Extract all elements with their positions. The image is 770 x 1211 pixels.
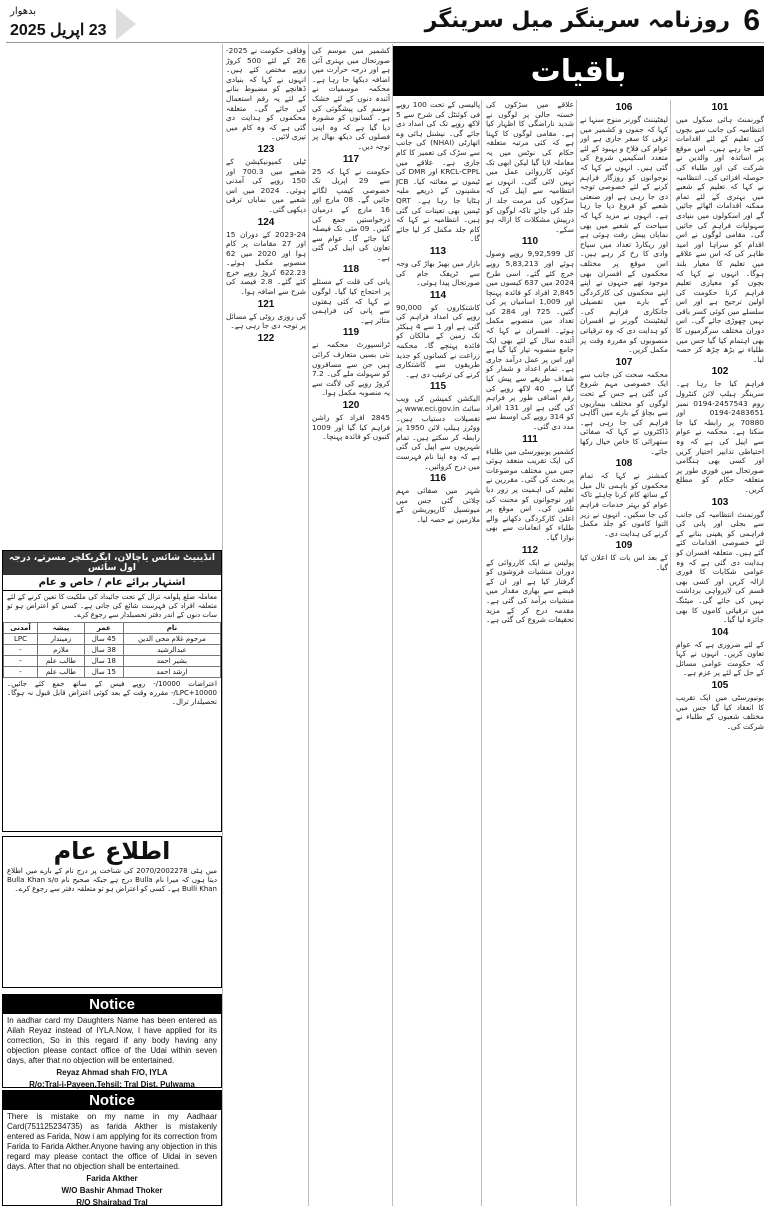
table-header: عمر [84,623,123,634]
notice-address: R/o:Tral-i-Payeen.Tehsil: Tral Dist. Pulwama [29,1080,195,1089]
table-cell: بشیر احمد [123,656,220,667]
table-cell: 45 سال [84,634,123,645]
article-text: 2023-24 کے دوران 15 اور 27 مقامات پر کام ہوا اور 2020 میں 62 منصوبے مکمل ہوئے۔ 622.23 کروڑ روپے خرچ کئے گئے۔ 2.8 فیصد کی شرح سے اضافہ ہوا۔ [226,229,306,297]
table-header: نام [123,623,220,634]
column-divider [670,100,671,1206]
notice-title: Notice [3,995,221,1014]
article-text: بازار میں بھیڑ بھاڑ کی وجہ سے ٹریفک جام کی صورتحال پیدا ہوئی۔ [396,258,480,288]
table-cell: - [4,667,38,678]
article-text: کل 9,92,599 روپے وصول ہوئے اور 5,83,213 روپے خرچ کئے گئے۔ اسی طرح 2024 میں 637 کیسوں میں 2,845 افراد کو فائدہ پہنچا اور 1,009 اسامیاں پر کی گئیں۔ 725 اور 284 کی تعداد میں منصوبے مکمل ہوئے۔ افسران نے کہا کہ آئندہ سال کے لئے بھی ایک جامع منصوبہ تیار کیا گیا ہے اور اس پر عمل درآمد جاری ہے۔ تمام اعداد و شمار کو شفاف طریقے سے پیش کیا گیا ہے۔ 40 لاکھ روپے کی رقم اضافی طور پر فراہم کی گئی ہے اور 131 افراد کو 314 روپے کی اوسط سے مدد دی گئی۔ [486,249,574,431]
article-text: کاشتکاروں کو 90,000 روپے کی امداد فراہم کی گئی ہے اور 1 سے 4 ہیکٹر تک زمین کے مالکان کو فائدہ پہنچے گا۔ محکمہ زراعت نے کسانوں کو جدید طریقوں سے کاشتکاری کرنے کی ترغیب دی ہے۔ [396,302,480,379]
table-cell: - [4,656,38,667]
article-number: 103 [711,496,729,508]
article-text: گورنمنٹ انتظامیہ کی جانب سے بجلی اور پانی کی فراہمی کو یقینی بنانے کے لئے خصوصی اقدامات کئے گئے ہیں۔ متعلقہ افسران کو ہدایت دی گئی ہے کہ وہ عوامی شکایات کا فوری ازالہ کریں اور کسی بھی قسم کی لاپرواہی برداشت نہیں کی جائے گی۔ میٹنگ میں ترقیاتی کاموں کا بھی جائزہ لیا گیا۔ [676,509,764,625]
article-column [4,46,218,546]
article-number: 105 [711,680,729,692]
article-number: 116 [429,473,447,485]
table-cell: 18 سال [84,656,123,667]
article-number: 121 [257,298,275,310]
table-cell: مرحوم غلام محی الدین [123,634,220,645]
notice-signature: W/O Bashir Ahmad Thoker [61,1186,163,1195]
article-number: 107 [615,356,633,368]
table-header: آمدنی [4,623,38,634]
notice-box [2,1090,222,1206]
newspaper-name: روزنامہ سرینگر میل سرینگر [424,8,730,33]
article-text: ٹرانسپورٹ محکمہ نے نئی بسیں متعارف کرائی ہیں جن سے مسافروں کو سہولت ملے گی۔ 7.2 کروڑ روپے کی لاگت سے یہ منصوبہ مکمل ہوا۔ [312,340,390,398]
article-column [486,100,574,1206]
article-number: 109 [615,540,633,552]
table-cell: 38 سال [84,645,123,656]
table-cell: - [4,645,38,656]
article-text: حکومت نے کہا کہ 25 سے 29 اپریل تک خصوصی کیمپ لگائے جائیں گے۔ 08 مارچ اور 16 مارچ کے درمیان درخواستیں جمع کی گئیں۔ 09 مئی تک فیصلہ کیا جائے گا۔ عوام سے تعاون کی اپیل کی گئی ہے۔ [312,166,390,262]
article-number: 106 [615,102,633,113]
article-number: 113 [429,245,447,257]
table-row [4,667,221,678]
article-text: وفاقی حکومت نے 2025-26 کے لئے 500 کروڑ روپے مختص کئے ہیں۔ انہوں نے کہا کہ بنیادی ڈھانچے کو مضبوط بنانے کے لئے یہ رقم استعمال کی جائے گی۔ متعلقہ محکموں کو ہدایت دی گئی ہے کہ وہ کام میں تیزی لائیں۔ [226,46,306,142]
article-number: 114 [429,289,447,301]
article-number: 119 [342,327,360,339]
article-text: کشمیر میں موسم کی صورتحال میں بہتری آئی ہے اور درجہ حرارت میں اضافہ دیکھا جا رہا ہے۔ محکمہ موسمیات نے آئندہ دنوں کے لئے خشک موسم کی پیشگوئی کی ہے۔ کسانوں کو مشورہ دیا گیا ہے کہ وہ اپنی فصلوں کی دیکھ بھال پر توجہ دیں۔ [312,46,390,151]
notice-body: In aadhar card my Daughters Name has been entered as Ailah Reyaz instead of IYLA.Now, I have applied for its correction, So in this regard if any body having any objection please contact office of the Udai within seven days, after that no objection will be entertained. [7,1016,217,1065]
table-cell: طالب علم [38,656,85,667]
ad-subtitle: اشتہار برائے عام / خاص و عام [3,575,221,591]
classified-ad-box [2,550,222,832]
notice-title: Notice [3,1091,221,1110]
notice-signature: Reyaz Ahmad shah F/O, IYLA [56,1068,168,1077]
notice-signature: Farida Akther [86,1174,138,1183]
table-cell: زمیندار [38,634,85,645]
table-cell: عبدالرشید [123,645,220,656]
article-number: 117 [342,153,360,165]
article-number: 124 [257,216,275,228]
article-number: 118 [342,264,360,276]
column-divider [481,100,482,1206]
article-number: 102 [711,366,729,378]
article-number: 104 [711,626,729,638]
notice-body: There is mistake on my name in my Aadhaar Card(751125234735) as farida Akther is mistakenly entered as Farida, Now i am applying for its correction from Farida to Farida Akther.Anyone having any objection in this regard may please contact the office of Uidai in seven days. After that no objection shall be entertained. [7,1112,217,1171]
article-number: 120 [342,400,360,411]
article-text: پولیس نے ایک کارروائی کے دوران منشیات فروشوں کو گرفتار کیا ہے اور ان کے قبضے سے بھاری مقدار میں منشیات برآمد کی گئی ہے۔ مقدمہ درج کر کے مزید تحقیقات شروع کی گئی ہے۔ [486,557,574,625]
section-banner: باقیات [393,46,764,96]
table-row [4,634,221,645]
article-text: 2845 افراد کو راشن فراہم کیا گیا اور 1009 کنبوں کو فائدہ پہنچا۔ [312,413,390,442]
article-text: شہر میں صفائی مہم چلائی گئی جس میں میونسپل کارپوریشن کے ملازمین نے حصہ لیا۔ [396,486,480,524]
article-number: 112 [521,544,539,556]
article-text: یونیورسٹی میں ایک تقریب کا انعقاد کیا گیا جس میں مختلف شعبوں کے طلباء نے شرکت کی۔ [676,693,764,731]
article-text: کمشنر نے کہا کہ تمام محکموں کو باہمی تال میل کے ساتھ کام کرنا چاہئے تاکہ عوام کو بہتر خدمات فراہم کی جا سکیں۔ انہوں نے زیر التوا کاموں کو جلد مکمل کرنے کی ہدایت دی۔ [580,471,668,538]
article-text: پانی کی قلت کے مسئلے پر احتجاج کیا گیا۔ لوگوں نے کہا کہ کئی ہفتوں سے پانی کی فراہمی متاثر ہے۔ [312,277,390,325]
public-notice-text: میں ہٹی 2070/2002278 کی شناخت پر درج نام کے بارے میں اطلاع دیتا ہوں کہ میرا نام Bulla درج ہے جبکہ صحیح نام Bulla Khan s/o Bulli Khan ہے۔ کسی کو اعتراض ہو تو متعلقہ دفتر سے رجوع کرے۔ [7,867,217,893]
notice-address: R/O Shairabad Tral [76,1198,148,1207]
table-cell: LPC [4,634,38,645]
table-row [4,645,221,656]
header-flag-shape [116,8,136,40]
article-text: فراہم کیا جا رہا ہے۔ سرینگر ہیلپ لائن کنٹرول روم 2457543-0194 نمبر 2483651-0194 اور 70880 پر رابطہ کیا جا سکتا ہے۔ محکمہ نے عوام سے اپیل کی ہے کہ وہ احتیاطی تدابیر اختیار کریں اور کسی بھی ہنگامی صورتحال میں فوری طور پر متعلقہ حکام کو مطلع کریں۔ [676,379,764,494]
article-column [226,46,306,1206]
column-divider [576,100,577,1206]
article-number: 123 [257,143,275,155]
ad-title: انڈینیٹ شائس یاچالان، ایگریکلچر مسرتے، درجہ اول سائس [3,551,221,575]
article-text: کے بعد اس بات کا اعلان کیا گیا۔ [580,553,668,572]
article-number: 108 [615,458,633,470]
table-cell: طالب علم [38,667,85,678]
table-cell: ارشد احمد [123,667,220,678]
article-text: لیفٹیننٹ گورنر منوج سنہا نے کہا کہ جموں و کشمیر میں ترقی کا سفر جاری ہے اور عوام کی فلاح و بہبود کے لئے متعدد اسکیمیں شروع کی گئی ہیں۔ انہوں نے کہا کہ نوجوانوں کو روزگار فراہم کرنے کے لئے خصوصی توجہ دی جا رہی ہے اور صنعتی شعبے کو فروغ دیا جا رہا ہے۔ انہوں نے مزید کہا کہ سیاحت کے شعبے میں بھی نمایاں پیش رفت ہوئی ہے اور ریکارڈ تعداد میں سیاح وادی کا رخ کر رہے ہیں۔ اس موقع پر مختلف محکموں کے افسران بھی موجود تھے جنہوں نے اپنے اپنے محکموں کی کارکردگی کے بارے میں تفصیلی جانکاری فراہم کی۔ لیفٹیننٹ گورنر نے افسران کو ہدایت دی کہ وہ ترقیاتی منصوبوں کو مقررہ وقت پر مکمل کریں۔ [580,115,668,355]
article-text: گورنمنٹ ہائی سکول میں انتظامیہ کی جانب سے بچوں کی تعلیم کے لئے اقدامات کئے جا رہے ہیں۔ اس موقع پر اساتذہ اور والدین نے شرکت کی اور طلباء کی حوصلہ افزائی کی۔ انتظامیہ نے کہا کہ تعلیم کے شعبے میں بہتری کے لئے تمام ممکنہ اقدامات اٹھائے جائیں گے اور اسکولوں میں بنیادی سہولیات فراہم کی جائیں گی۔ مقامی لوگوں نے اس اقدام کو سراہا اور امید ظاہر کی کہ اس سے علاقے میں تعلیم کا معیار بلند ہوگا۔ انہوں نے کہا کہ بچوں کو معیاری تعلیم فراہم کرنا حکومت کی اولین ترجیح ہے اور اس سلسلے میں کوئی کسر باقی نہیں چھوڑی جائے گی۔ اس دوران مختلف سرگرمیوں کا بھی اہتمام کیا گیا جس میں طلباء نے بڑھ چڑھ کر حصہ لیا۔ [676,115,764,364]
article-text: کشمیر یونیورسٹی میں طلباء کی ایک تقریب منعقد ہوئی جس میں مختلف موضوعات پر بحث کی گئی۔ مقررین نے تعلیم کی اہمیت پر زور دیا اور نوجوانوں کو محنت کی تلقین کی۔ اس موقع پر اعلیٰ کارکردگی دکھانے والے طلباء کو انعامات سے بھی نوازا گیا۔ [486,446,574,542]
article-number: 111 [522,433,538,445]
column-divider [392,44,393,1206]
article-text: علاقے میں سڑکوں کی خستہ حالی پر لوگوں نے شدید ناراضگی کا اظہار کیا ہے۔ مقامی لوگوں کا کہنا ہے کہ کئی مرتبہ متعلقہ حکام کی نوٹس میں یہ معاملہ لایا گیا لیکن ابھی تک کوئی کارروائی عمل میں نہیں لائی گئی۔ انہوں نے انتظامیہ سے اپیل کی کہ سڑکوں کی مرمت جلد از جلد کی جائے تاکہ لوگوں کو درپیش مشکلات کا ازالہ ہو سکے۔ [486,100,574,234]
article-text: محکمہ صحت کی جانب سے ایک خصوصی مہم شروع کی گئی ہے جس کے تحت لوگوں کو مختلف بیماریوں سے بچاؤ کے بارے میں آگاہی فراہم کی جا رہی ہے۔ ڈاکٹروں نے کہا کہ صفائی ستھرائی کا خاص خیال رکھا جائے۔ [580,369,668,456]
ad-footer: اعتراضات 10000/- روپے فیس کے ساتھ جمع کئے جائیں۔ LPC+10000/- مقررہ وقت کے بعد کوئی اعتراض قابل قبول نہ ہوگا۔ تحصیلدار ترال۔ [7,680,217,706]
article-number: 115 [429,381,447,393]
article-column [676,100,764,1206]
header-date: 23 اپریل 2025 [10,22,107,39]
article-text: کے لئے ضروری ہے کہ عوام تعاون کریں۔ انہوں نے کہا کہ حکومت عوامی مسائل کے حل کے لئے پر عزم ہے۔ [676,639,764,678]
article-number: 101 [711,102,729,113]
public-notice-urdu [2,836,222,988]
public-notice-title: اطلاع عام [53,837,171,865]
notice-box [2,994,222,1088]
column-divider [222,44,223,1206]
article-text: ٹیلی کمیونیکیشن کے شعبے میں 700.3 اور 150 روپے کی آمدنی ہوئی۔ 2024 میں اس شعبے میں نمایاں ترقی دیکھی گئی۔ [226,156,306,214]
article-number: 122 [257,332,275,344]
header-day: بدھوار [10,6,37,17]
column-divider [308,44,309,1206]
table-cell: ملازم [38,645,85,656]
article-number: 110 [521,236,539,248]
page-number: 6 [743,4,760,37]
article-column [396,100,480,1206]
table-header: پیشہ [38,623,85,634]
ad-table [3,622,221,678]
article-text: پالیسی کے تحت 100 روپے فی کوئنٹل کی شرح سے 5 لاکھ روپے تک کی امداد دی جائے گی۔ نیشنل ہائی وے اتھارٹی (NHAI) کی جانب سے سڑک کی تعمیر کا کام جاری ہے۔ علاقے میں KRCL-CPPL اور DMR کی ٹیموں نے معائنہ کیا۔ JCB مشینوں کے ذریعے ملبہ ہٹایا جا رہا ہے۔ QRT ٹیمیں بھی تعینات کی گئی ہیں۔ انتظامیہ نے کہا کہ کام جلد مکمل کر لیا جائے گا۔ [396,100,480,244]
article-column [580,100,668,1206]
table-row [4,656,221,667]
article-text: کی روزی روٹی کے مسائل پر توجہ دی جا رہی ہے۔ [226,311,306,331]
ad-intro: معاملہ ضلع پلوامہ ترال کے تحت جائیداد کی ملکیت کا تعین کرنے کے لئے متعلقہ افراد کی فہرست شائع کی جاتی ہے۔ کسی کو اعتراض ہو تو سات دنوں کے اندر دفتر تحصیلدار سے رجوع کرے۔ [7,593,217,619]
page-header [6,6,764,43]
article-text: الیکشن کمیشن کی ویب سائٹ www.eci.gov.in پر تفصیلات دستیاب ہیں۔ ووٹرز ہیلپ لائن 1950 پر رابطہ کر سکتے ہیں۔ تمام شہریوں سے اپیل کی گئی ہے کہ وہ اپنا نام فہرست میں درج کروائیں۔ [396,394,480,471]
table-cell: 15 سال [84,667,123,678]
article-column [312,46,390,1206]
